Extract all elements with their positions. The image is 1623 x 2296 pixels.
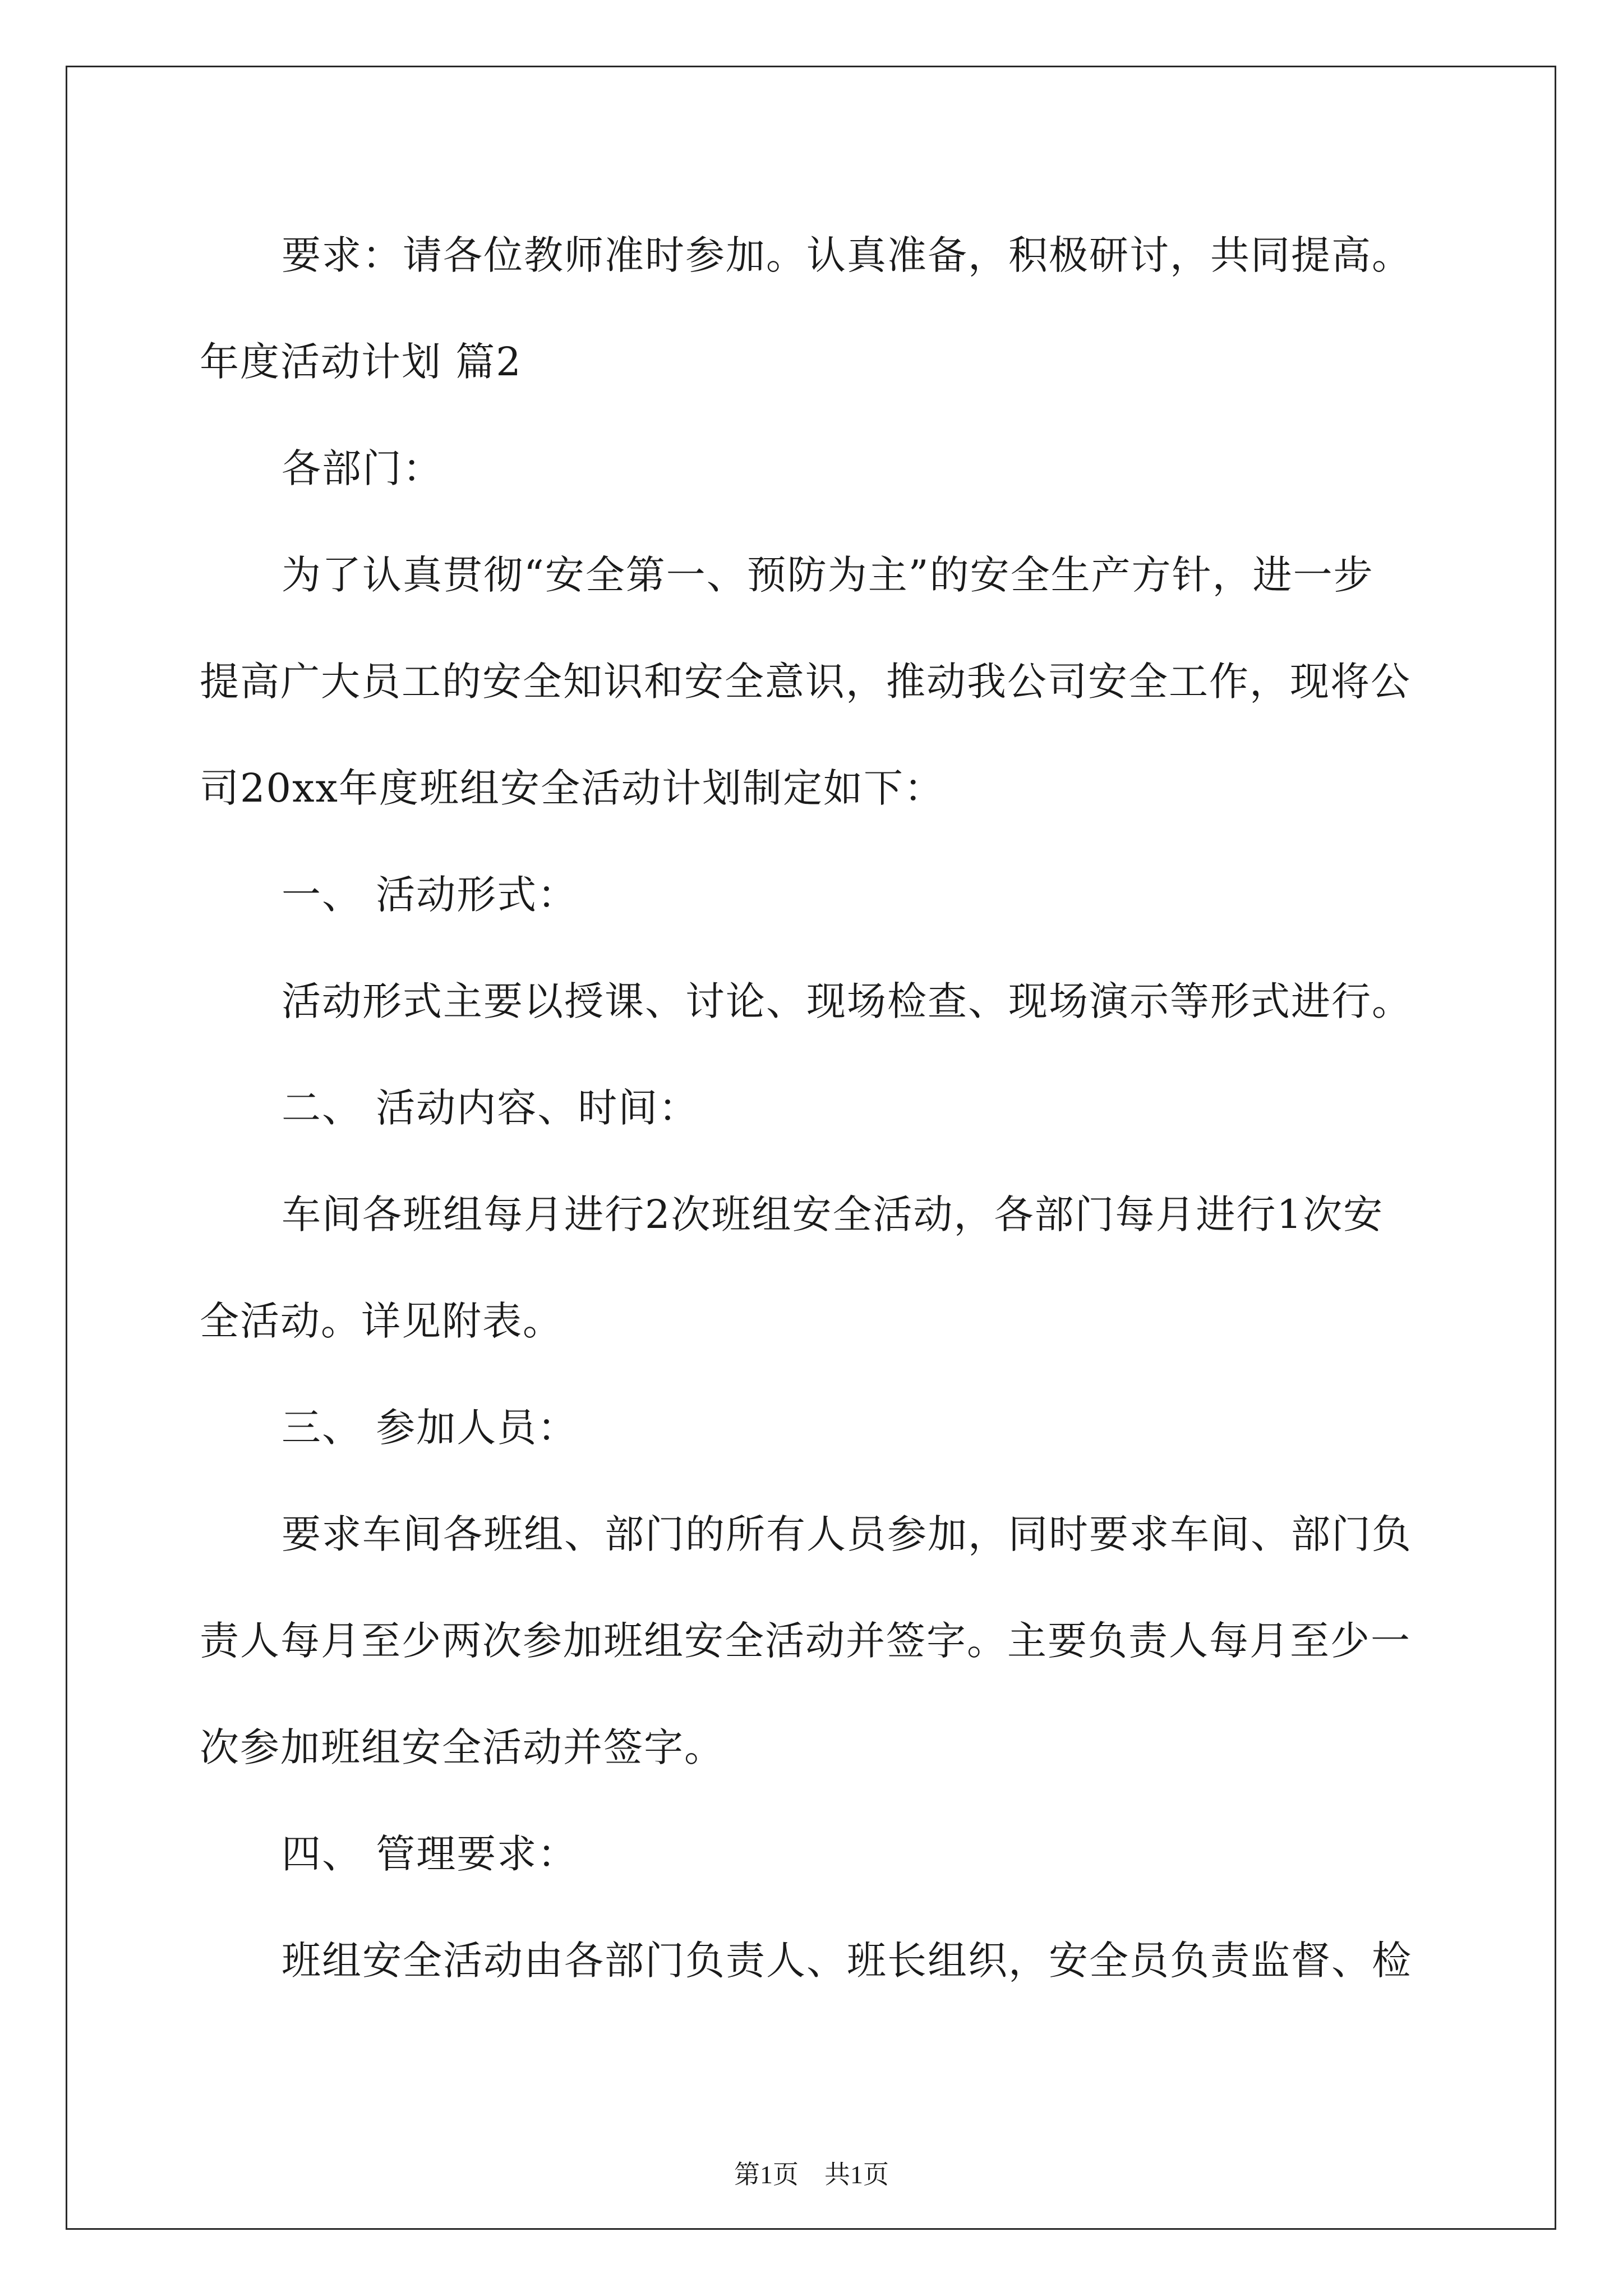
salutation-line: 各部门：	[282, 445, 443, 491]
document-body	[200, 202, 1422, 2014]
subheading-line: 三、 参加人员：	[282, 1405, 578, 1451]
paragraph-line: 要求：请各位教师准时参加。认真准备，积极研讨，共同提高。	[282, 232, 1412, 278]
paragraph-line: 为了认真贯彻“安全第一、预防为主”的安全生产方针，进一步	[282, 552, 1374, 598]
paragraph-line: 车间各班组每月进行2次班组安全活动，各部门每月进行1次安	[282, 1191, 1384, 1237]
paragraph-line: 班组安全活动由各部门负责人、班长组织，安全员负责监督、检	[282, 1938, 1412, 1984]
paragraph-line: 司20xx年度班组安全活动计划制定如下：	[200, 765, 945, 811]
section-heading: 年度活动计划 篇2	[200, 339, 522, 385]
paragraph-line: 责人每月至少两次参加班组安全活动并签字。主要负责人每月至少一	[200, 1618, 1411, 1664]
paragraph-line: 活动形式主要以授课、讨论、现场检查、现场演示等形式进行。	[282, 978, 1412, 1024]
subheading-line: 四、 管理要求：	[282, 1831, 578, 1877]
paragraph-line: 次参加班组安全活动并签字。	[200, 1724, 725, 1770]
page-footer: 第1页 共1页	[734, 2160, 889, 2189]
paragraph-line: 提高广大员工的安全知识和安全意识，推动我公司安全工作，现将公	[200, 659, 1411, 705]
subheading-line: 一、 活动形式：	[282, 872, 578, 918]
paragraph-line: 全活动。详见附表。	[200, 1298, 563, 1344]
paragraph-line: 要求车间各班组、部门的所有人员参加，同时要求车间、部门负	[282, 1511, 1412, 1557]
subheading-line: 二、 活动内容、时间：	[282, 1085, 699, 1131]
